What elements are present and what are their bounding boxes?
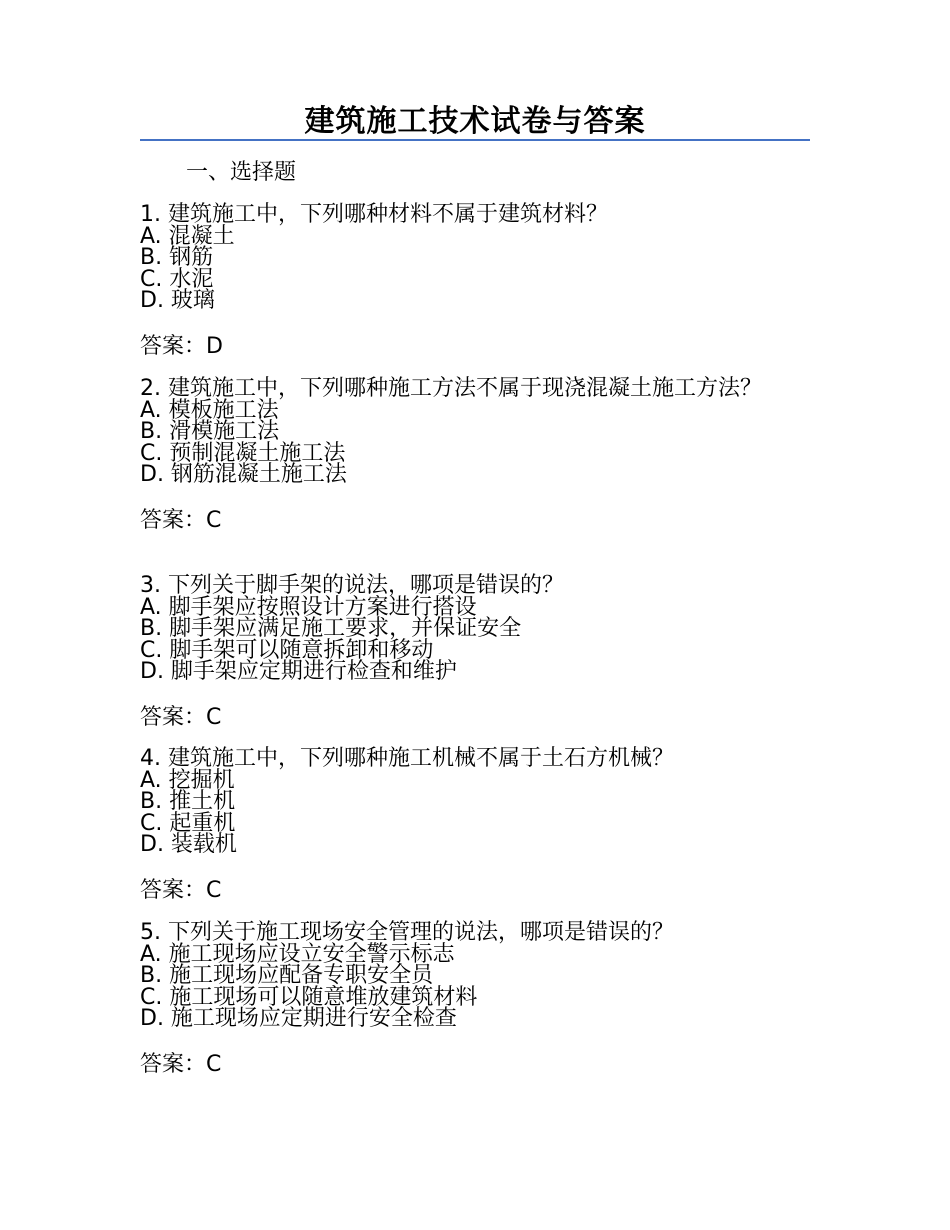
- question-2: [140, 378, 810, 536]
- option-d: D. 装载机: [140, 832, 237, 857]
- option-d: D. 施工现场应定期进行安全检查: [140, 1006, 457, 1031]
- option-d: D. 脚手架应定期进行检查和维护: [140, 659, 457, 684]
- question-stem: 2. 建筑施工中，下列哪种施工方法不属于现浇混凝土施工方法？: [140, 376, 762, 401]
- answer-text: 答案：C: [140, 507, 222, 533]
- question-3: [140, 575, 810, 733]
- question-stem: 4. 建筑施工中，下列哪种施工机械不属于土石方机械？: [140, 746, 674, 771]
- option-b: B. 钢筋: [140, 245, 214, 270]
- question-4: [140, 748, 810, 906]
- option-a: A. 脚手架应按照设计方案进行搭设: [140, 594, 477, 620]
- question-5: [140, 922, 810, 1080]
- option-c: C. 起重机: [140, 810, 236, 836]
- option-b: B. 脚手架应满足施工要求，并保证安全: [140, 616, 522, 641]
- answer-text: 答案：C: [140, 704, 222, 730]
- option-d: D. 玻璃: [140, 288, 215, 313]
- option-a: A. 挖掘机: [140, 767, 235, 793]
- answer-text: 答案：D: [140, 333, 223, 359]
- option-c: C. 预制混凝土施工法: [140, 440, 346, 466]
- title-underline: [140, 139, 810, 141]
- document-title: 建筑施工技术试卷与答案: [304, 104, 646, 139]
- question-stem: 3. 下列关于脚手架的说法，哪项是错误的？: [140, 573, 564, 598]
- option-b: B. 施工现场应配备专职安全员: [140, 963, 434, 988]
- answer-text: 答案：C: [140, 1051, 222, 1077]
- option-b: B. 滑模施工法: [140, 419, 280, 444]
- option-c: C. 脚手架可以随意拆卸和移动: [140, 637, 434, 663]
- option-d: D. 钢筋混凝土施工法: [140, 462, 347, 487]
- option-a: A. 模板施工法: [140, 397, 279, 423]
- option-c: C. 施工现场可以随意堆放建筑材料: [140, 984, 478, 1010]
- section-heading: 一、选择题: [186, 160, 297, 185]
- answer-text: 答案：C: [140, 877, 222, 903]
- option-b: B. 推土机: [140, 789, 236, 814]
- question-stem: 5. 下列关于施工现场安全管理的说法，哪项是错误的？: [140, 920, 674, 945]
- option-a: A. 混凝土: [140, 223, 235, 249]
- question-1: [140, 204, 810, 362]
- question-stem: 1. 建筑施工中，下列哪种材料不属于建筑材料？: [140, 202, 608, 227]
- option-a: A. 施工现场应设立安全警示标志: [140, 941, 455, 967]
- option-c: C. 水泥: [140, 266, 214, 292]
